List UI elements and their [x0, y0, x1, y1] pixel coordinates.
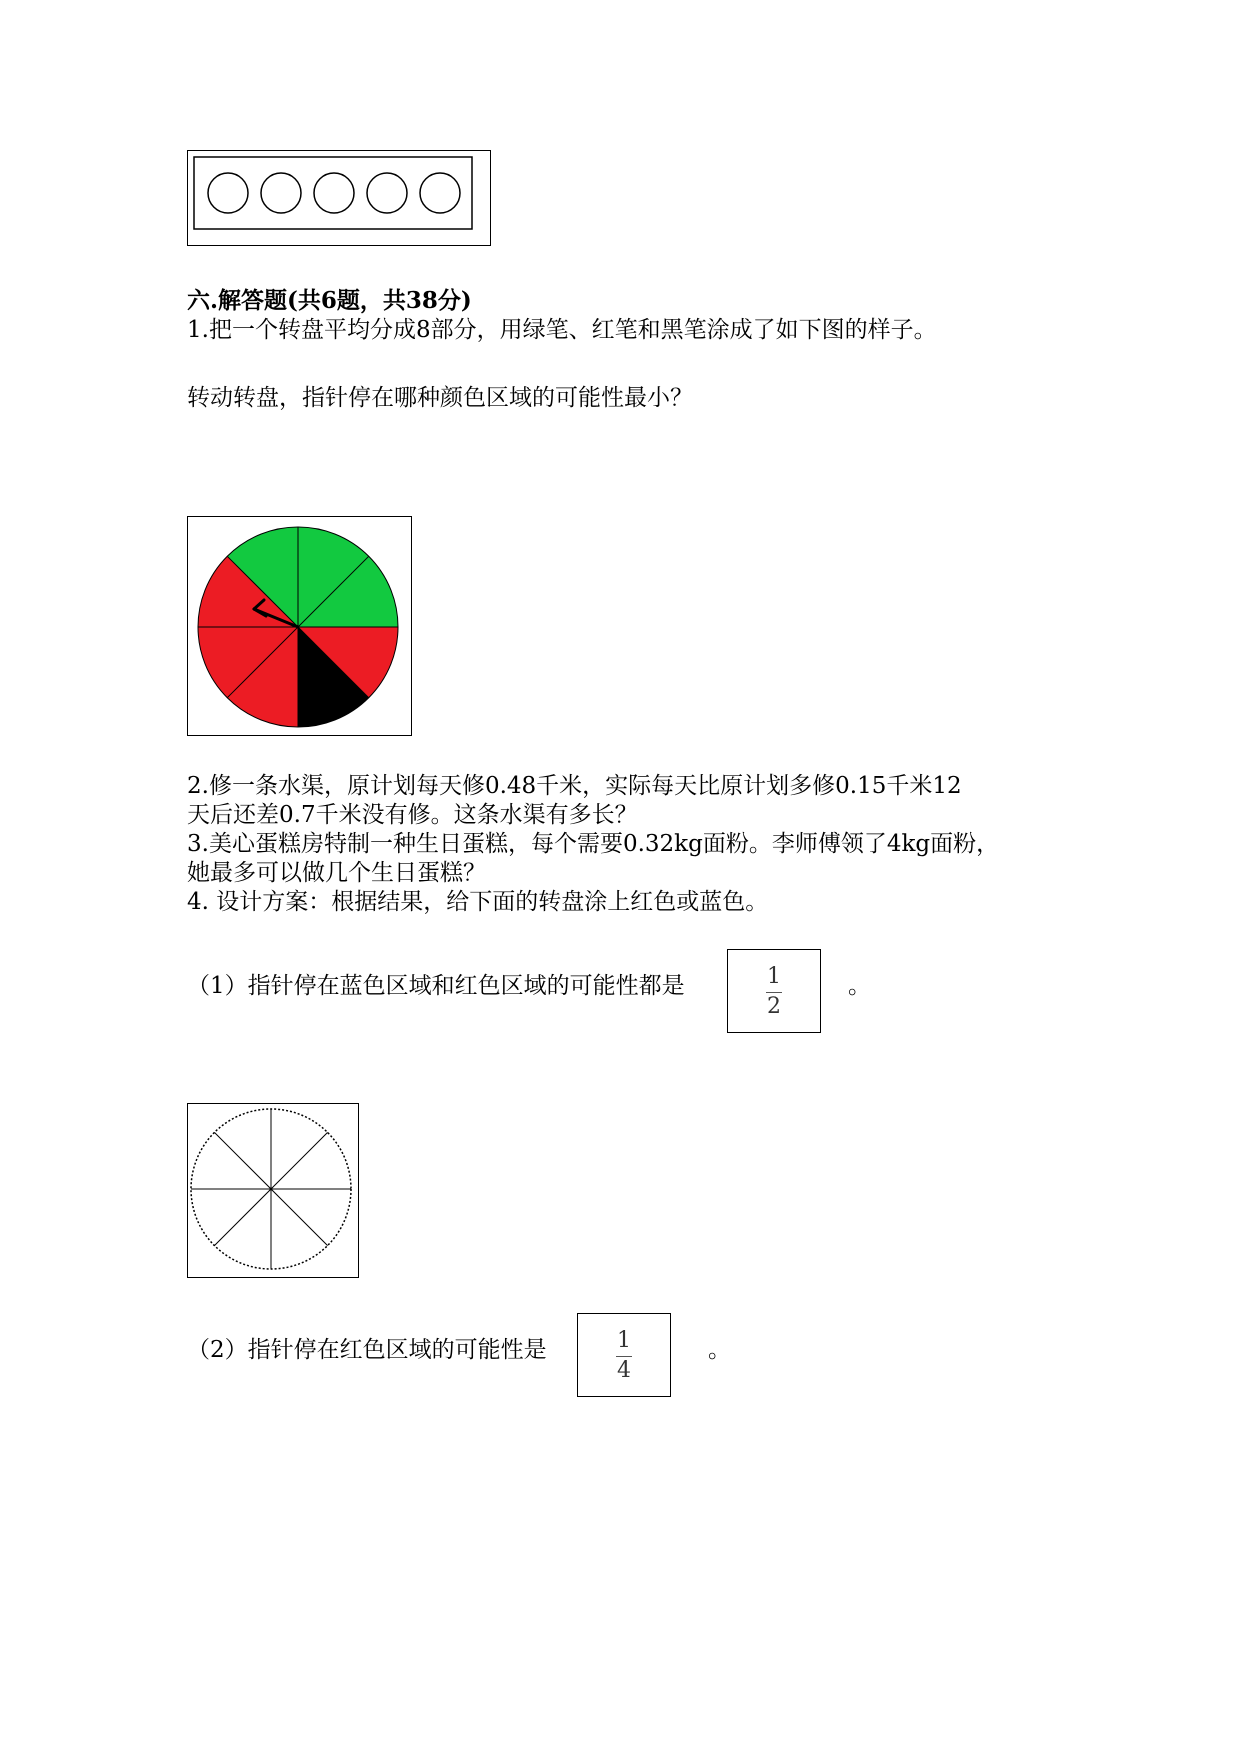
colored-spinner-svg [188, 517, 411, 735]
circle-2 [261, 173, 301, 213]
circle-1 [208, 173, 248, 213]
q4-part2-numerator: 1 [617, 1328, 631, 1353]
q4-part1-fraction-box [727, 949, 821, 1033]
q4-part1-fraction-bar [766, 992, 782, 993]
blank-spinner-division-lines [191, 1109, 351, 1269]
q2-line2: 天后还差0.7千米没有修。这条水渠有多长？ [187, 802, 638, 828]
q4-part2-denominator: 4 [617, 1358, 631, 1383]
circle-4 [367, 173, 407, 213]
q1-line1: 1.把一个转盘平均分成8部分，用绿笔、红笔和黑笔涂成了如下图的样子。 [187, 317, 937, 343]
q2-line1: 2.修一条水渠，原计划每天修0.48千米，实际每天比原计划多修0.15千米12 [187, 773, 962, 799]
q4-part2-text: （2）指针停在红色区域的可能性是 [187, 1337, 547, 1363]
circle-3 [314, 173, 354, 213]
q1-line2: 转动转盘，指针停在哪种颜色区域的可能性最小？ [187, 385, 693, 411]
blank-spinner-figure [187, 1103, 359, 1278]
circles-inner-frame [194, 157, 472, 229]
blank-spinner-svg [188, 1104, 358, 1277]
circles-svg [188, 151, 492, 247]
circles-figure [187, 150, 491, 246]
q4-part1-text: （1）指针停在蓝色区域和红色区域的可能性都是 [187, 973, 685, 999]
q4-part2-fraction-box [577, 1313, 671, 1397]
circle-5 [420, 173, 460, 213]
q4-part1-end: 。 [848, 973, 871, 999]
q4-line1: 4. 设计方案：根据结果，给下面的转盘涂上红色或蓝色。 [187, 889, 769, 915]
section-heading: 六.解答题(共6题，共38分) [187, 287, 472, 314]
q4-part1-denominator: 2 [767, 994, 781, 1019]
q3-line2: 她最多可以做几个生日蛋糕？ [187, 860, 486, 886]
colored-spinner-figure [187, 516, 412, 736]
q3-line1: 3.美心蛋糕房特制一种生日蛋糕，每个需要0.32kg面粉。李师傅领了4kg面粉， [187, 831, 1000, 857]
q4-part2-end: 。 [708, 1337, 731, 1363]
q4-part2-fraction-bar [616, 1356, 632, 1357]
q4-part1-numerator: 1 [767, 964, 781, 989]
